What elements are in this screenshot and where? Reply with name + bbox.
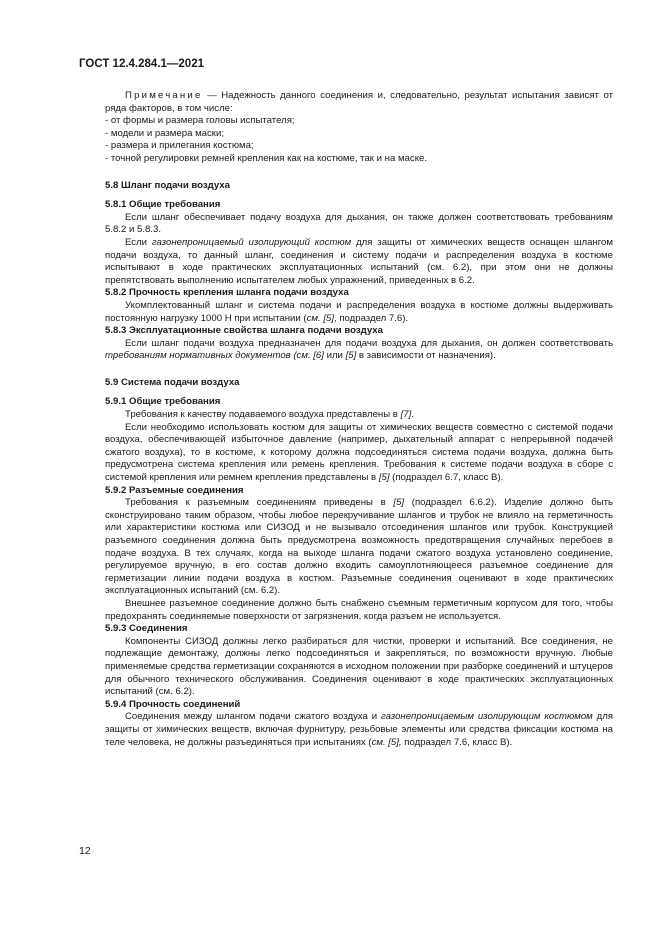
paragraph: Соединения между шлангом подачи сжатого воздуха и газонепроницаемым изолирующим костюмом для защиты от химических веществ, включая фурнитуру, резьбовые элементы или средства фиксации костюма на теле человека, не должны разъединяться при испытаниях (см. [5], подраздел 7.6, класс В). — [105, 711, 613, 748]
paragraph: Требования к разъемным соединениям приведены в [5] (подраздел 6.6.2). Изделие должно быть сконструировано таким образом, чтобы любое перекручивание шлангов и трубок не влияло на герметичность или характеристики костюма или СИЗОД и не вызывало отсоединения шлангов или трубок. Конструкцией разъемного соединения должна быть предусмотрена возможность предотвращения случайных перебоев в подаче воздуха. В тех случаях, когда на выходе шланга подачи сжатого воздуха установлено соединение, регулируемое вручную, в его состав должно входить самоуплотняющееся разъемное соединение для герметизации линии подачи воздуха в костюм. Разъемные соединения оценивают в ходе практических эксплуатационных испытаний (см. 6.2). — [105, 497, 614, 597]
subsection-title-5-9-2: 5.9.2 Разъемные соединения — [105, 484, 244, 496]
list-item: - модели и размера маски; — [105, 127, 225, 139]
subsection-title-5-9-1: 5.9.1 Общие требования — [105, 396, 221, 408]
subsection-title-5-8-1: 5.8.1 Общие требования — [105, 199, 221, 211]
paragraph: Компоненты СИЗОД должны легко разбираться для чистки, проверки и испытаний. Все соединения, не подлежащие демонтажу, должны легко подсоединяться и закрепляться, по возможности вручную. Любые применяемые средства герметизации сохраняются в исходном положении при разборке соединений и штуцеров для обычного технического обслуживания. Соединения оценивают в ходе практических эксплуатационных испытаний (см. 6.2). — [105, 635, 613, 698]
paragraph: Требования к качеству подаваемого воздуха представлены в [7]. — [125, 409, 414, 421]
subsection-title-5-8-2: 5.8.2 Прочность крепления шланга подачи воздуха — [105, 287, 349, 299]
paragraph: Укомплектованный шланг и система подачи и распределения воздуха в костюме должны выдерживать постоянную нагрузку 1000 Н при испытании (см. [5], подраздел 7.6). — [105, 299, 613, 324]
note-label: Примечание — [125, 90, 203, 101]
subsection-title-5-9-3: 5.9.3 Соединения — [105, 623, 188, 635]
paragraph: Если газонепроницаемый изолирующий костюм для защиты от химических веществ оснащен шлангом подачи воздуха, то данный шланг, соединения и систему подачи и распределения воздуха в костюме испытывают в ходе практических эксплуатационных испытаний (см. 6.2), при этом они не должны препятствовать выполнению испытателем любых упражнений, приведенных в 6.2. — [105, 236, 613, 286]
list-item: - размера и прилегания костюма; — [105, 140, 254, 152]
paragraph: Внешнее разъемное соединение должно быть снабжено съемным герметичным корпусом для того, чтобы предохранять соединяемые поверхности от загрязнения, когда разъем не используется. — [105, 597, 613, 622]
note-text: — Надежность данного соединения и, следовательно, результат испытания зависят от ряда факторов, в том числе: — [105, 90, 613, 114]
section-title-5-8: 5.8 Шланг подачи воздуха — [105, 179, 230, 191]
subsection-title-5-9-4: 5.9.4 Прочность соединений — [105, 698, 241, 710]
section-title-5-9: 5.9 Система подачи воздуха — [105, 376, 240, 388]
paragraph: Если шланг обеспечивает подачу воздуха для дыхания, он также должен соответствовать требованиям 5.8.2 и 5.8.3. — [105, 211, 613, 236]
note-paragraph — [105, 90, 613, 115]
subsection-title-5-8-3: 5.8.3 Эксплуатационные свойства шланга подачи воздуха — [105, 325, 383, 337]
page-body — [105, 90, 613, 749]
page-number: 12 — [79, 845, 91, 857]
list-item: - от формы и размера головы испытателя; — [105, 115, 295, 127]
document-header: ГОСТ 12.4.284.1—2021 — [79, 58, 204, 70]
paragraph: Если шланг подачи воздуха предназначен для подачи воздуха для дыхания, он должен соответствовать требованиям нормативных документов (см. [6] или [5] в зависимости от назначения). — [105, 337, 613, 362]
note-list — [105, 115, 613, 165]
paragraph: Если необходимо использовать костюм для защиты от химических веществ совместно с системой подачи воздуха, обеспечивающей избыточное давление (например, дыхательный аппарат с непрерывной подачей сжатого воздуха), то в костюме, к которому должна подсоединяться система подачи воздуха, должна быть предусмотрена система крепления или ремень крепления. Требования к системе подачи воздуха в сборе с системой крепления или ремнем крепления представлены в [5] (подраздел 6.7, класс В). — [105, 421, 613, 484]
list-item: - точной регулировки ремней крепления как на костюме, так и на маске. — [105, 152, 427, 164]
